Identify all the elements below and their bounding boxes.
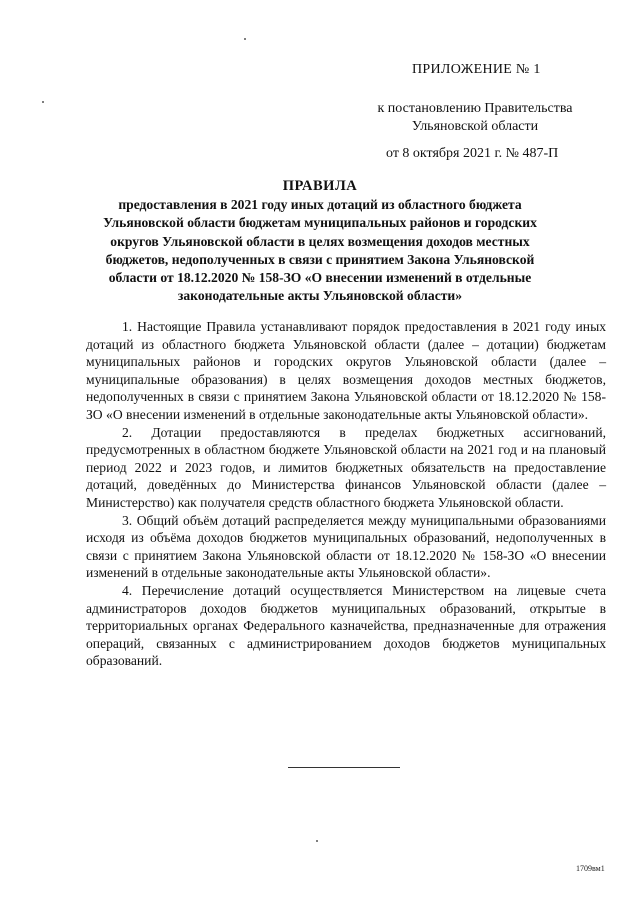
document-body [86,318,606,670]
decree-line-1: к постановлению Правительства [377,101,573,116]
decree-date: от 8 октября 2021 г. № 487-П [386,146,559,161]
decree-line-2: Ульяновской области [411,119,539,134]
scan-speck [42,101,44,103]
decree-reference [360,100,590,136]
paragraph-2: 2. Дотации предоставляются в пределах бюджетных ассигнований, предусмотренных в областном бюджете Ульяновской области на 2021 год и на плановый период 2022 и 2023 годов, и лимитов бюджетных обязательств на предоставление дотаций, доведённых до Министерства финансов Ульяновской области (далее – Министерство) как получателя средств областного бюджета Ульяновской области. [86,424,606,510]
paragraph-4: 4. Перечисление дотаций осуществляется Министерством на лицевые счета администраторов доходов бюджетов муниципальных образований, открытые в территориальных органах Федерального казначейства, предназначенные для отражения операций, связанных с администрированием доходов бюджетов муниципальных образований. [86,582,606,669]
appendix-label: ПРИЛОЖЕНИЕ № 1 [412,62,541,77]
document-title: ПРАВИЛА [282,178,358,194]
document-subtitle: предоставления в 2021 году иных дотаций из областного бюджета Ульяновской области бюджетам муниципальных районов и городских округов Ульяновской области в целях возмещения доходов местных бюджетов, недополученных в связи с принятием Закона Ульяновской области от 18.12.2020 № 158-ЗО «О внесении изменений в отдельные законодательные акты Ульяновской области» [103,197,537,304]
scan-speck [316,840,318,842]
end-separator-line [288,767,400,768]
scan-speck [244,38,246,40]
paragraph-3: 3. Общий объём дотаций распределяется между муниципальными образованиями исходя из объёма доходов бюджетов муниципальных образований, недополученных в связи с принятием Закона Ульяновской области от 18.12.2020 № 158-ЗО «О внесении изменений в отдельные законодательные акты Ульяновской области». [86,512,606,581]
paragraph-1: 1. Настоящие Правила устанавливают порядок предоставления в 2021 году иных дотаций из областного бюджета Ульяновской области (далее – дотации) бюджетам муниципальных районов и городских округов Ульяновской области (далее – муниципальные образования) в целях возмещения доходов местных бюджетов, недополученных в связи с принятием Закона Ульяновской области от 18.12.2020 № 158-ЗО «О внесении изменений в отдельные законодательные акты Ульяновской области». [86,319,606,422]
footer-document-code: 1709вм1 [576,864,605,873]
